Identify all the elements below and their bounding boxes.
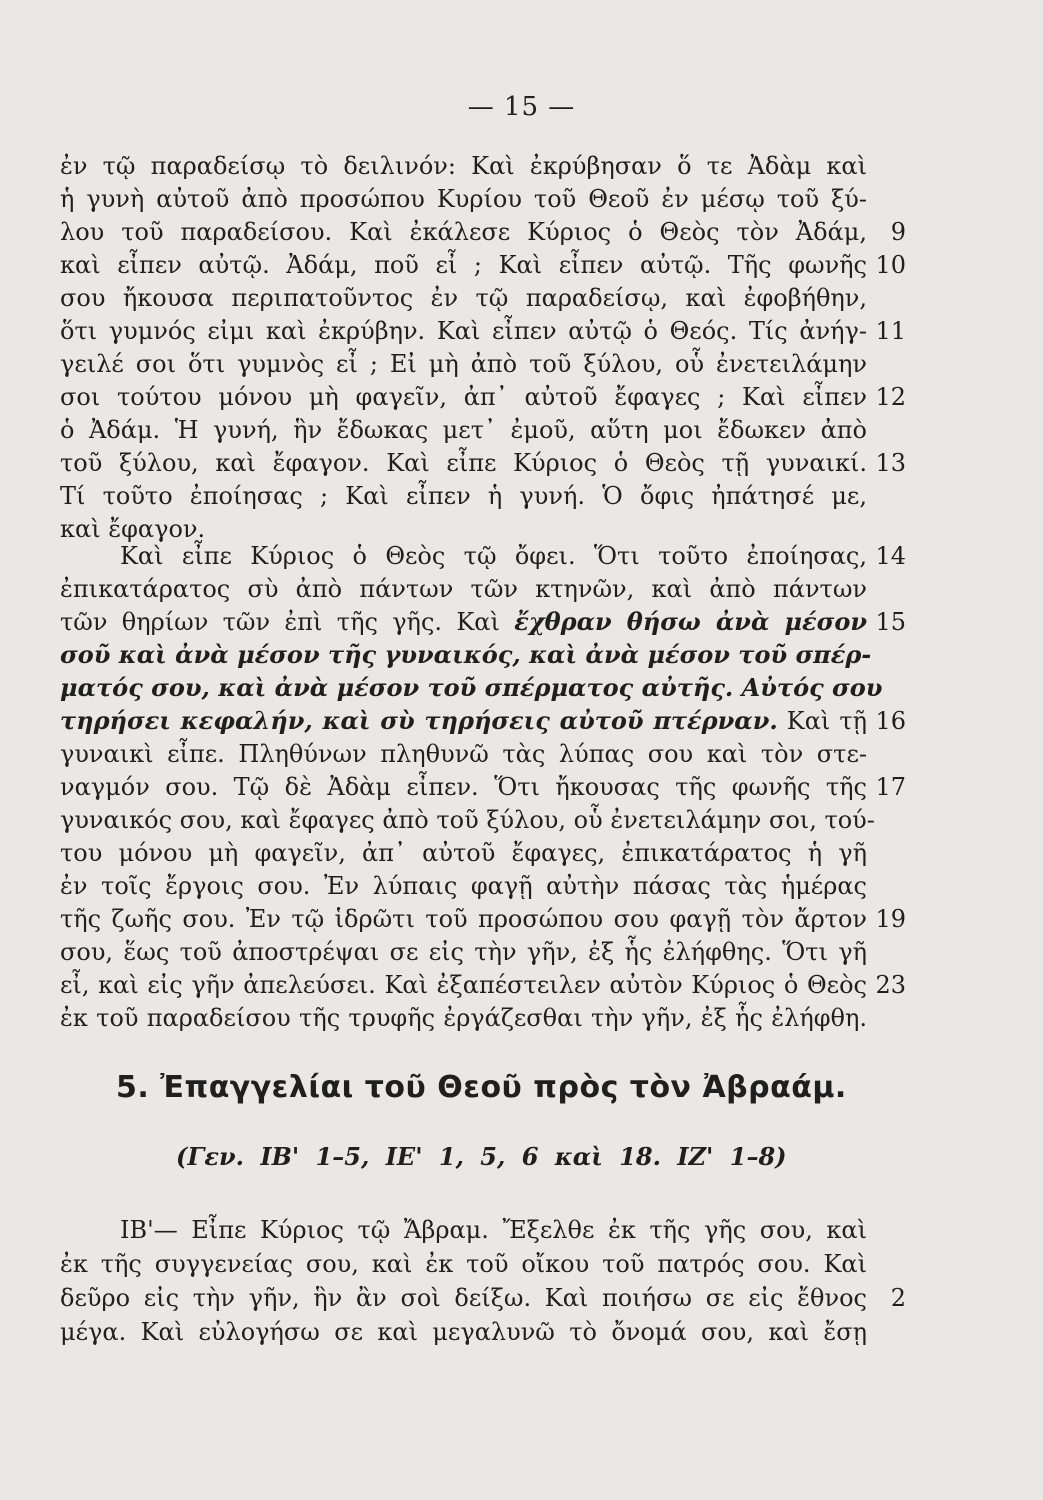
text-line: ἐκ τοῦ παραδείσου τῆς τρυφῆς ἐργάζεσθαι τὴν γῆν, ἐξ ἧς ἐλήφθη. (60, 1004, 867, 1032)
text-line: ΙΒ'— Εἶπε Κύριος τῷ Ἄβραμ. Ἔξελθε ἐκ τῆς γῆς σου, καὶ (120, 1216, 867, 1244)
section-reference: (Γεν. ΙΒ' 1–5, ΙΕ' 1, 5, 6 καὶ 18. ΙΖ' 1–8) (176, 1142, 787, 1171)
text-line: του μόνου μὴ φαγεῖν, ἀπ᾽ αὐτοῦ ἔφαγες, ἐπικατάρατος ἡ γῆ (60, 839, 867, 867)
text-run: Καὶ τῇ (777, 707, 867, 735)
verse-number: 23 (875, 971, 906, 999)
section-heading: 5. Ἐπαγγελίαι τοῦ Θεοῦ πρὸς τὸν Ἀβραάμ. (116, 1070, 847, 1105)
text-line: εἶ, καὶ εἰς γῆν ἀπελεύσει. Καὶ ἐξαπέστειλεν αὐτὸν Κύριος ὁ Θεὸς (60, 971, 867, 999)
text-line: ὅτι γυμνός εἰμι καὶ ἐκρύβην. Καὶ εἶπεν αὐτῷ ὁ Θεός. Τίς ἀνήγ- (60, 317, 867, 345)
text-line: ναγμόν σου. Τῷ δὲ Ἀδὰμ εἶπεν. Ὅτι ἤκουσας τῆς φωνῆς τῆς (60, 773, 867, 801)
emphasized-line: ματός σου, καὶ ἀνὰ μέσον τοῦ σπέρματος αὐτῆς. Αὐτός σου (60, 673, 883, 702)
verse-number: 13 (875, 449, 906, 477)
text-line: ὁ Ἀδάμ. Ἡ γυνή, ἣν ἔδωκας μετ᾽ ἐμοῦ, αὕτη μοι ἔδωκεν ἀπὸ (60, 416, 867, 444)
verse-number: 14 (875, 542, 906, 570)
verse-number: 10 (875, 251, 906, 279)
text-line: λου τοῦ παραδείσου. Καὶ ἐκάλεσε Κύριος ὁ Θεὸς τὸν Ἀδάμ, (60, 218, 867, 246)
text-line: μέγα. Καὶ εὐλογήσω σε καὶ μεγαλυνῶ τὸ ὄνομά σου, καὶ ἔσῃ (60, 1318, 867, 1346)
emphasized-text: τηρήσει κεφαλήν, καὶ σὺ τηρήσεις αὐτοῦ πτέρναν. (60, 706, 778, 735)
verse-number: 16 (875, 707, 906, 735)
text-line: Καὶ εἶπε Κύριος ὁ Θεὸς τῷ ὄφει. Ὅτι τοῦτο ἐποίησας, (120, 542, 867, 570)
text-line: ἐν τοῖς ἔργοις σου. Ἐν λύπαις φαγῇ αὐτὴν πάσας τὰς ἡμέρας (60, 872, 867, 900)
text-line: δεῦρο εἰς τὴν γῆν, ἣν ἂν σοὶ δείξω. Καὶ ποιήσω σε εἰς ἔθνος (60, 1284, 867, 1312)
text-line: σοι τούτου μόνου μὴ φαγεῖν, ἀπ᾽ αὐτοῦ ἔφαγες ; Καὶ εἶπεν (60, 383, 867, 411)
text-run: τῶν θηρίων τῶν ἐπὶ τῆς γῆς. Καὶ (60, 608, 515, 636)
verse-number: 12 (875, 383, 906, 411)
text-line (60, 606, 867, 638)
text-line: ἐπικατάρατος σὺ ἀπὸ πάντων τῶν κτηνῶν, καὶ ἀπὸ πάντων (60, 575, 867, 603)
text-line: καὶ εἶπεν αὐτῷ. Ἀδάμ, ποῦ εἶ ; Καὶ εἶπεν αὐτῷ. Τῆς φωνῆς (60, 251, 867, 279)
verse-number: 9 (890, 218, 906, 246)
verse-number: 17 (875, 773, 906, 801)
text-line: τοῦ ξύλου, καὶ ἔφαγον. Καὶ εἶπε Κύριος ὁ Θεὸς τῇ γυναικί. (60, 449, 867, 477)
text-line: ἐκ τῆς συγγενείας σου, καὶ ἐκ τοῦ οἴκου τοῦ πατρός σου. Καὶ (60, 1250, 867, 1278)
text-line: καὶ ἔφαγον. (60, 515, 206, 543)
text-line: γυναικός σου, καὶ ἔφαγες ἀπὸ τοῦ ξύλου, οὗ ἐνετειλάμην σοι, τού- (60, 806, 875, 834)
verse-number: 2 (890, 1284, 906, 1312)
text-line: σου, ἕως τοῦ ἀποστρέψαι σε εἰς τὴν γῆν, ἐξ ἧς ἐλήφθης. Ὅτι γῆ (60, 938, 867, 966)
text-line: Τί τοῦτο ἐποίησας ; Καὶ εἶπεν ἡ γυνή. Ὁ ὄφις ἠπάτησέ με, (60, 482, 867, 510)
text-line (60, 705, 867, 737)
emphasized-line: σοῦ καὶ ἀνὰ μέσον τῆς γυναικός, καὶ ἀνὰ μέσον τοῦ σπέρ- (60, 640, 872, 669)
verse-number: 11 (875, 317, 906, 345)
text-line: ἡ γυνὴ αὐτοῦ ἀπὸ προσώπου Κυρίου τοῦ Θεοῦ ἐν μέσῳ τοῦ ξύ- (60, 185, 867, 213)
page-number: — 15 — (467, 92, 576, 122)
text-line: γυναικὶ εἶπε. Πληθύνων πληθυνῶ τὰς λύπας σου καὶ τὸν στε- (60, 740, 867, 768)
text-line: ἐν τῷ παραδείσῳ τὸ δειλινόν: Καὶ ἐκρύβησαν ὅ τε Ἀδὰμ καὶ (60, 152, 867, 180)
text-line: γειλέ σοι ὅτι γυμνὸς εἶ ; Εἰ μὴ ἀπὸ τοῦ ξύλου, οὗ ἐνετειλάμην (60, 350, 867, 378)
verse-number: 19 (875, 905, 906, 933)
verse-number: 15 (875, 608, 906, 636)
text-line: σου ἤκουσα περιπατοῦντος ἐν τῷ παραδείσῳ, καὶ ἐφοβήθην, (60, 284, 867, 312)
emphasized-text: ἔχθραν θήσω ἀνὰ μέσον (514, 607, 867, 636)
text-line: τῆς ζωῆς σου. Ἐν τῷ ἱδρῶτι τοῦ προσώπου σου φαγῇ τὸν ἄρτον (60, 905, 867, 933)
